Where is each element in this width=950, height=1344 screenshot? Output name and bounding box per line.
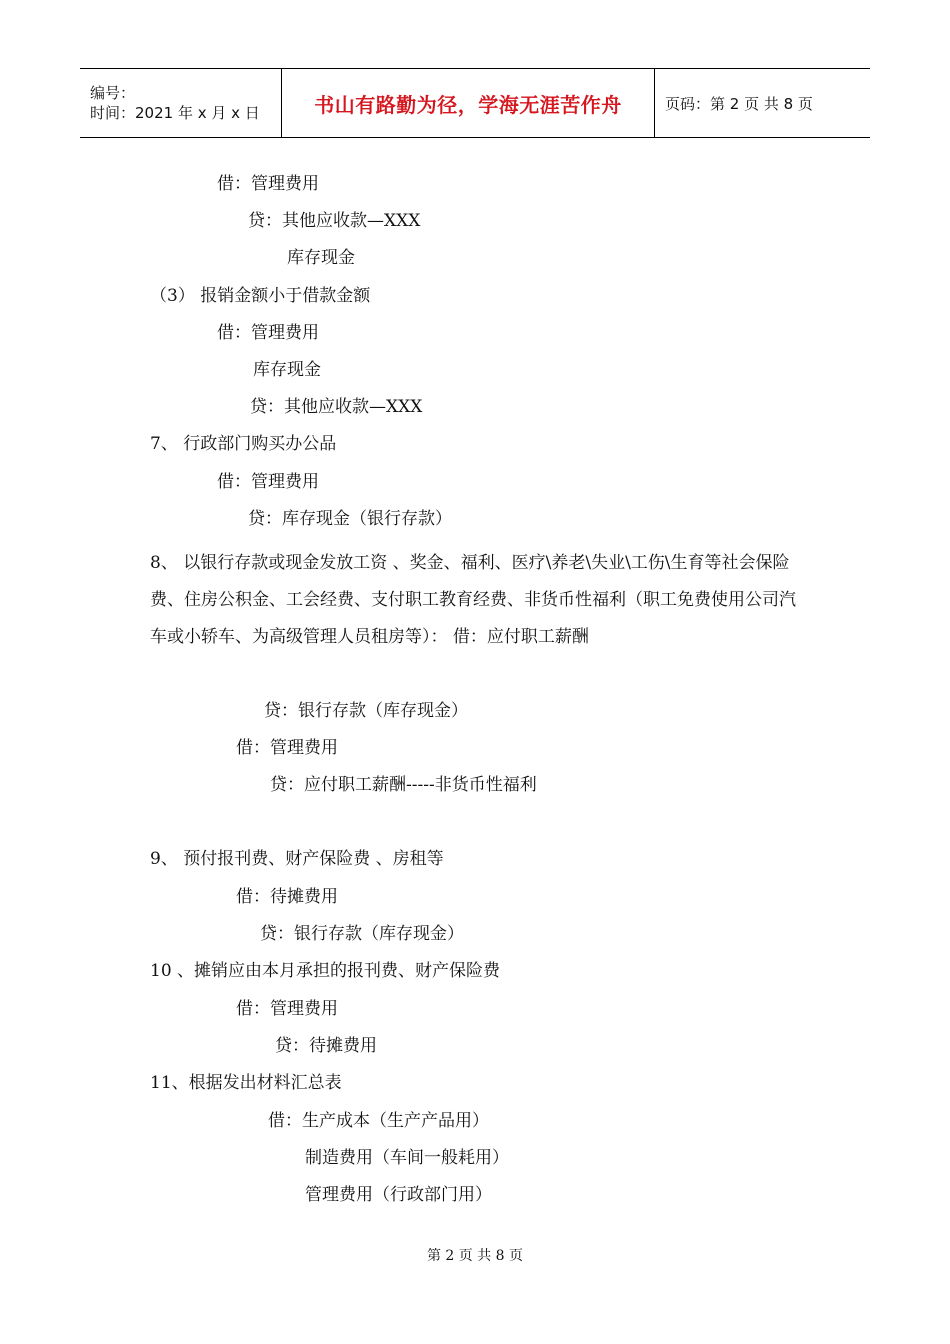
entry-line: 贷：其他应收款—XXX — [250, 397, 423, 417]
section-heading: （3） 报销金额小于借款金额 — [150, 286, 371, 306]
entry-line: 贷：库存现金（银行存款） — [248, 509, 452, 529]
section-heading: 10 、摊销应由本月承担的报刊费、财产保险费 — [150, 961, 501, 981]
header-motto — [282, 69, 655, 137]
entry-line: 借：管理费用 — [236, 738, 338, 758]
entry-line: 管理费用（行政部门用） — [305, 1185, 492, 1205]
entry-line: 库存现金 — [287, 248, 355, 268]
entry-line: 借：管理费用 — [217, 472, 319, 492]
entry-line: 制造费用（车间一般耗用） — [305, 1148, 509, 1168]
document-date-label: 时间：2021 年 x 月 x 日 — [90, 104, 260, 122]
entry-line: 借：管理费用 — [217, 323, 319, 343]
section-heading: 11、根据发出材料汇总表 — [150, 1073, 342, 1093]
page-header — [80, 68, 870, 138]
section-heading: 7、 行政部门购买办公品 — [150, 434, 337, 454]
entry-line: 贷：应付职工薪酬-----非货币性福利 — [270, 775, 537, 795]
entry-line: 贷：银行存款（库存现金） — [260, 924, 464, 944]
motto-text: 书山有路勤为径，学海无涯苦作舟 — [314, 92, 622, 117]
entry-line: 借：待摊费用 — [236, 887, 338, 907]
header-page-label: 页码：第 2 页 共 8 页 — [665, 94, 813, 113]
document-number-label: 编号： — [90, 84, 136, 102]
page-footer: 第 2 页 共 8 页 — [426, 1248, 524, 1264]
entry-line: 贷：待摊费用 — [275, 1036, 377, 1056]
entry-line: 贷：其他应收款—XXX — [248, 211, 421, 231]
entry-line: 借：管理费用 — [236, 999, 338, 1019]
entry-line: 借：管理费用 — [217, 174, 319, 194]
header-meta — [80, 69, 282, 137]
section-paragraph: 8、 以银行存款或现金发放工资 、奖金、福利、医疗\养老\失业\工伤\生育等社会保险费、住房公积金、工会经费、支付职工教育经费、非货币性福利（职工免费使用公司汽车或小轿车、为高级管理人员租房等）： 借：应付职工薪酬 — [150, 553, 796, 647]
entry-line: 库存现金 — [253, 360, 321, 380]
entry-line: 借：生产成本（生产产品用） — [268, 1111, 489, 1131]
section-heading: 9、 预付报刊费、财产保险费 、房租等 — [150, 849, 444, 869]
header-page-info — [655, 69, 870, 137]
entry-line: 贷：银行存款（库存现金） — [264, 701, 468, 721]
